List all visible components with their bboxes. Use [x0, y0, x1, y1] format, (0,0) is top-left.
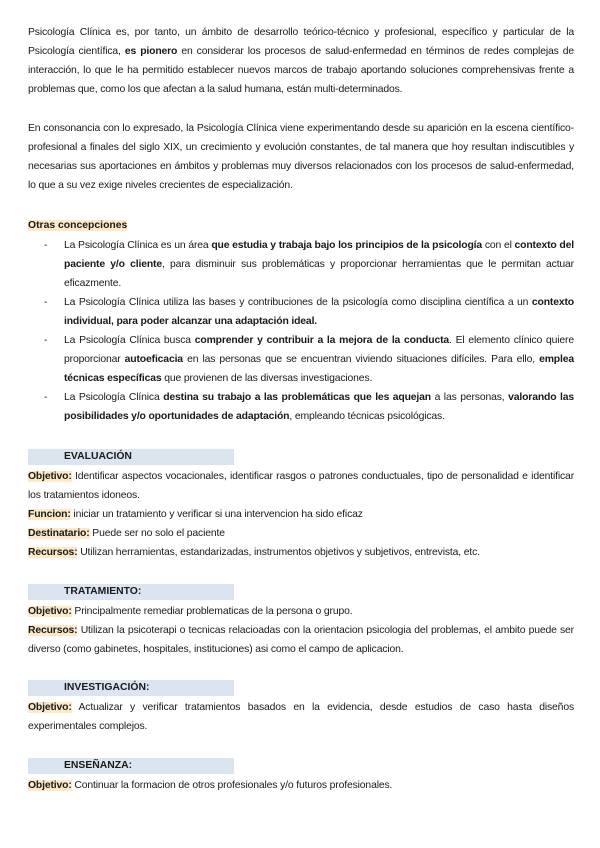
intro-paragraph-2: En consonancia con lo expresado, la Psicología Clínica viene experimentando desde su aparición en la escena científico-profesional a finales del siglo XIX, un crecimiento y evolución constantes, de tal manera que hoy resultan indiscutibles y necesarias sus aportaciones en ámbitos y problemas muy diversos relacionados con los procesos de salud-enfermedad, lo que a su vez exige niveles crecientes de especialización.	[28, 123, 574, 191]
tratamiento-heading: TRATAMIENTO:	[28, 584, 234, 600]
otras-concepciones-heading: Otras concepciones	[28, 220, 128, 231]
investigacion-objetivo: Objetivo: Actualizar y verificar tratamientos basados en la evidencia, desde estudios de caso hasta diseños experimentales complejos.	[28, 702, 574, 732]
intro-paragraph-1: Psicología Clínica es, por tanto, un ámbito de desarrollo teórico-técnico y profesional, específico y particular de la Psicología científica, es pionero en considerar los procesos de salud-enfermedad en términos de redes complejas de interacción, lo que le ha permitido establecer nuevos marcos de trabajo aportando soluciones comprehensivas frente a problemas que, como los que afectan a la salud humana, están multi-determinados.	[28, 27, 575, 95]
list-item: - La Psicología Clínica utiliza las bases y contribuciones de la psicología como disciplina científica a un contexto individual, para poder alcanzar una adaptación ideal.	[44, 297, 574, 327]
evaluacion-objetivo: Objetivo: Identificar aspectos vocacionales, identificar rasgos o patrones conductuales, tipo de personalidad e identificar los tratamientos idoneos.	[28, 471, 574, 501]
evaluacion-destinatario: Destinatario: Puede ser no solo el paciente	[28, 528, 225, 539]
ensenanza-heading: ENSEÑANZA:	[28, 758, 234, 774]
evaluacion-heading: EVALUACIÓN	[28, 449, 234, 465]
evaluacion-recursos: Recursos: Utilizan herramientas, estandarizadas, instrumentos objetivos y subjetivos, entrevista, etc.	[28, 547, 480, 558]
otras-concepciones-list	[28, 236, 574, 426]
evaluacion-funcion: Funcion: iniciar un tratamiento y verificar si una intervencion ha sido eficaz	[28, 509, 363, 520]
tratamiento-objetivo: Objetivo: Principalmente remediar problematicas de la persona o grupo.	[28, 606, 353, 617]
tratamiento-recursos: Recursos: Utilizan la psicoterapi o tecnicas relacioadas con la orientacion psicologia del problemas, el ambito puede ser diverso (como gabinetes, hospitales, instituciones) asi como el campo de aplicacion.	[28, 625, 574, 655]
intro-pionero-bold: es pionero	[124, 46, 178, 57]
list-item: - La Psicología Clínica destina su trabajo a las problemáticas que les aquejan a las personas, valorando las posibilidades y/o oportunidades de adaptación, empleando técnicas psicológicas.	[44, 392, 574, 422]
ensenanza-objetivo: Objetivo: Continuar la formacion de otros profesionales y/o futuros profesionales.	[28, 780, 393, 791]
list-item: - La Psicología Clínica busca comprender y contribuir a la mejora de la conducta. El elemento clínico quiere proporcionar autoeficacia en las personas que se encuentran viviendo situaciones difíciles. Para ello, emplea técnicas específicas que provienen de las diversas investigaciones.	[44, 335, 574, 384]
investigacion-heading: INVESTIGACIÓN:	[28, 680, 234, 696]
list-item: - La Psicología Clínica es un área que estudia y trabaja bajo los principios de la psicología con el contexto del paciente y/o cliente, para disminuir sus problemáticas y proporcionar herramientas que le permitan actuar eficazmente.	[44, 240, 574, 289]
